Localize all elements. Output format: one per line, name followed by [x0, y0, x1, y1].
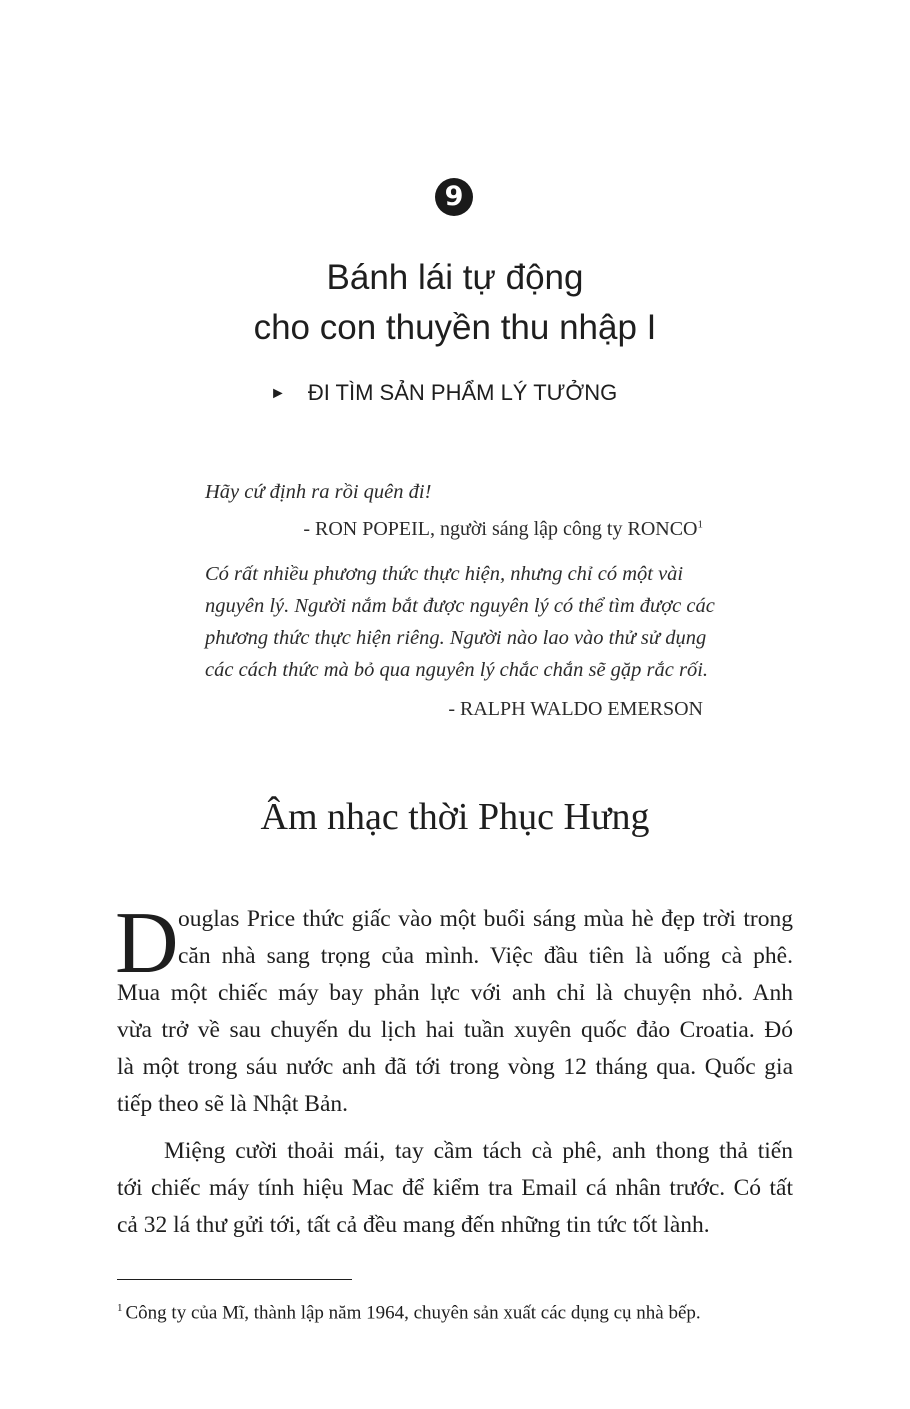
- paragraph-1-line: là một trong sáu nước anh đã tới trong vòng 12 tháng qua. Quốc gia: [117, 1054, 793, 1080]
- paragraph-2-line: tới chiếc máy tính hiệu Mac để kiểm tra Email cá nhân trước. Có tất: [117, 1175, 793, 1201]
- epigraph-1-line: Hãy cứ định ra rồi quên đi!: [205, 481, 432, 503]
- epigraph-1-attribution: [303, 518, 703, 541]
- footnote-ref: 1: [697, 518, 703, 531]
- footnote-text: Công ty của Mĩ, thành lập năm 1964, chuyên sản xuất các dụng cụ nhà bếp.: [125, 1302, 701, 1324]
- footnote-divider: [117, 1279, 352, 1280]
- chapter-subtitle: [270, 380, 617, 406]
- footnote: [117, 1302, 701, 1324]
- chapter-title-line-1: Bánh lái tự động: [326, 258, 584, 297]
- footnote-marker: 1: [117, 1302, 123, 1314]
- triangle-right-icon: ►: [270, 385, 286, 402]
- paragraph-1-line: căn nhà sang trọng của mình. Việc đầu tiên là uống cà phê.: [178, 943, 793, 969]
- epigraph-1-author: - RON POPEIL, người sáng lập công ty RONCO: [303, 518, 698, 540]
- epigraph-2-line: các cách thức mà bỏ qua nguyên lý chắc chắn sẽ gặp rắc rối.: [205, 659, 709, 681]
- paragraph-2-line: cả 32 lá thư gửi tới, tất cả đều mang đến những tin tức tốt lành.: [117, 1212, 710, 1238]
- paragraph-1-line: vừa trở về sau chuyến du lịch hai tuần xuyên quốc đảo Croatia. Đó: [117, 1017, 793, 1043]
- chapter-title-line-2: cho con thuyền thu nhập I: [253, 308, 657, 347]
- epigraph-2-line: phương thức thực hiện riêng. Người nào lao vào thử sử dụng: [205, 627, 707, 649]
- epigraph-2-line: nguyên lý. Người nắm bắt được nguyên lý có thể tìm được các: [205, 595, 715, 617]
- drop-cap: D: [115, 895, 179, 992]
- paragraph-2-line: Miệng cười thoải mái, tay cầm tách cà phê, anh thong thả tiến: [164, 1138, 793, 1164]
- paragraph-1-line: tiếp theo sẽ là Nhật Bản.: [117, 1091, 349, 1117]
- paragraph-1-line: Mua một chiếc máy bay phản lực với anh chỉ là chuyện nhỏ. Anh: [117, 980, 793, 1006]
- chapter-number-badge: 9: [435, 178, 473, 216]
- epigraph-2-line: Có rất nhiều phương thức thực hiện, nhưng chỉ có một vài: [205, 563, 684, 585]
- section-title: Âm nhạc thời Phục Hưng: [260, 796, 650, 838]
- paragraph-1-line: ouglas Price thức giấc vào một buổi sáng mùa hè đẹp trời trong: [178, 906, 793, 932]
- epigraph-2-attribution: - RALPH WALDO EMERSON: [448, 698, 703, 720]
- chapter-subtitle-text: ĐI TÌM SẢN PHẨM LÝ TƯỞNG: [307, 380, 618, 405]
